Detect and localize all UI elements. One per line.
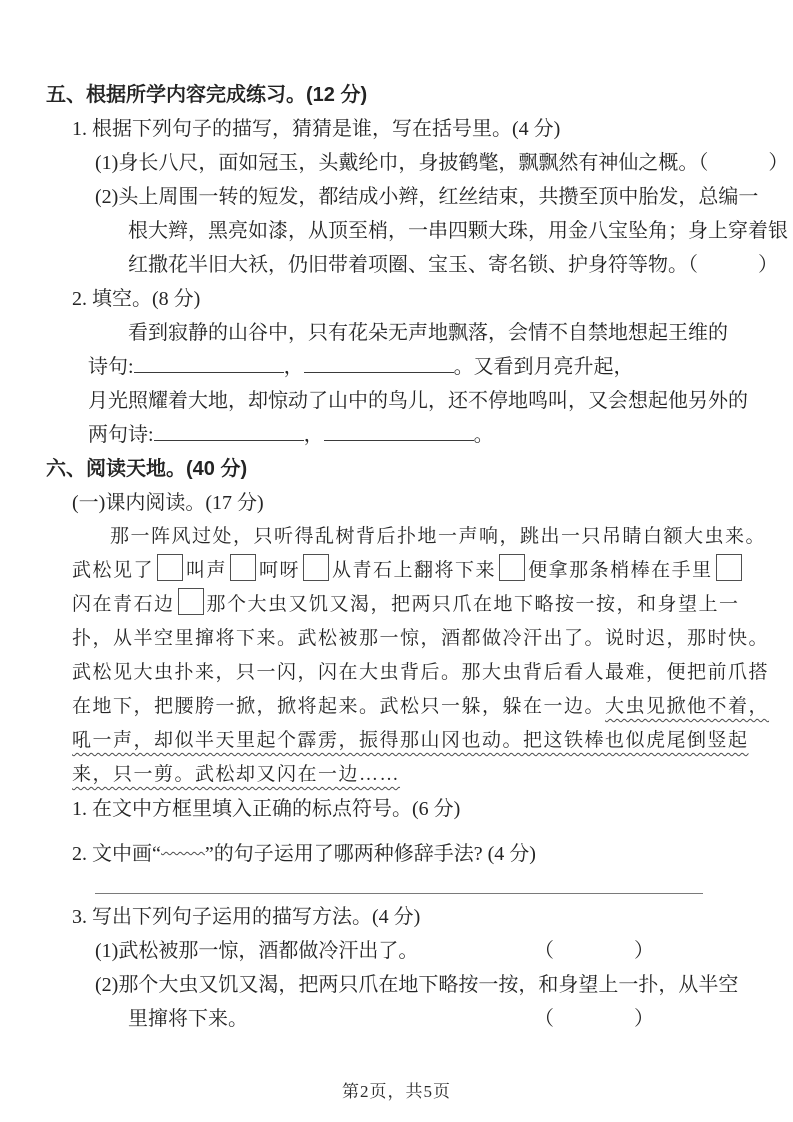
answer-blank	[134, 352, 284, 373]
text-span: ”的句子运用了哪两种修辞手法? (4 分)	[204, 843, 536, 865]
text-span: 大虫见掀他不着，	[605, 696, 770, 717]
s5-q1-label	[72, 112, 749, 146]
text-span: 在地下，把腰胯一掀，掀将起来。武松只一躲，躲在一边。	[72, 696, 606, 717]
text-span: (1)身长八尺，面如冠玉，头戴纶巾，身披鹤氅，飘飘然有神仙之概。（ ）	[95, 152, 789, 174]
s6-q3-item1	[95, 934, 749, 968]
page-number: 第2页，共5页	[342, 1082, 451, 1101]
s6-q2-label	[72, 826, 749, 871]
text-span: ，	[303, 424, 324, 446]
s6-q1-label	[72, 792, 749, 826]
text-span: (2)那个大虫又饥又渴，把两只爪在地下略按一按，和身望上一扑，从半空	[95, 974, 739, 996]
passage-line-4	[72, 622, 770, 656]
text-span: 两句诗:	[88, 424, 154, 446]
text-span: 那个大虫又饥又渴，把两只爪在地下略按一按，和身望上一	[206, 594, 740, 615]
s6-q2-answer-line	[95, 893, 703, 894]
s5-q1-item2-line3	[128, 248, 778, 282]
s5-q2-label	[72, 282, 749, 316]
text-span: 来，只一剪。武松却又闪在一边……	[72, 764, 401, 785]
s6-q3-item2-line2	[128, 1002, 749, 1036]
passage-line-1	[110, 520, 767, 554]
text-span: 从青石上翻将下来	[332, 560, 497, 581]
text-span: 1. 在文中方框里填入正确的标点符号。(6 分)	[72, 798, 461, 820]
punctuation-box	[178, 588, 204, 615]
punctuation-box	[230, 554, 256, 581]
text-span: 呵呀	[259, 560, 301, 581]
text-span: 红撒花半旧大袄，仍旧带着项圈、宝玉、寄名锁、护身符等物。（ ）	[128, 254, 778, 276]
text-span: 五、根据所学内容完成练习。(12 分)	[46, 84, 368, 106]
passage-line-2	[72, 554, 749, 588]
text-span: 2. 文中画“	[72, 843, 161, 865]
s5-q2-line3	[88, 384, 749, 418]
text-span: (1)武松被那一惊，酒都做冷汗出了。	[95, 940, 419, 962]
text-span: 那一阵风过处，只听得乱树背后扑地一声响，跳出一只吊睛白额大虫来。	[110, 526, 767, 547]
passage-line-8	[72, 758, 749, 792]
text-span: 。	[473, 424, 494, 446]
s6-part1-label	[72, 486, 749, 520]
punctuation-box	[716, 554, 742, 581]
passage-line-3	[72, 588, 749, 622]
text-span: 闪在青石边	[72, 594, 175, 615]
text-span: 3. 写出下列句子运用的描写方法。(4 分)	[72, 906, 421, 928]
s6-q3-label	[72, 900, 749, 934]
text-span: (2)头上周围一转的短发，都结成小辫，红丝结束，共攒至顶中胎发，总编一	[95, 186, 759, 208]
text-span: 。又看到月亮升起，	[453, 356, 634, 378]
punctuation-box	[303, 554, 329, 581]
text-span: 1. 根据下列句子的描写，猜猜是谁，写在括号里。(4 分)	[72, 118, 561, 140]
answer-blank	[324, 420, 474, 441]
text-span: (一)课内阅读。(17 分)	[72, 492, 264, 514]
answer-parentheses: （ ）	[534, 1008, 654, 1030]
text-span: 月光照耀着大地，却惊动了山中的鸟儿，还不停地鸣叫，又会想起他另外的	[88, 390, 748, 412]
section5-heading	[46, 78, 749, 112]
text-span: 2. 填空。(8 分)	[72, 288, 201, 310]
answer-blank	[154, 420, 304, 441]
s5-q2-line2	[88, 350, 749, 384]
s5-q1-item2-line1	[95, 180, 759, 214]
wavy-line-sample	[161, 826, 205, 860]
section6-heading	[46, 452, 749, 486]
answer-parentheses: （ ）	[534, 940, 654, 962]
text-span: 里撺将下来。	[128, 1008, 248, 1030]
text-span: 根大辫，黑亮如漆，从顶至梢，一串四颗大珠，用金八宝坠角；身上穿着银	[128, 220, 788, 242]
text-span: 叫声	[186, 560, 228, 581]
passage-line-7	[72, 724, 749, 758]
text-span: 诗句:	[88, 356, 134, 378]
text-span: 吼一声，却似半天里起个霹雳，振得那山冈也动。把这铁棒也似虎尾倒竖起	[72, 730, 749, 751]
s5-q2-line1	[128, 316, 749, 350]
s6-q3-item2-line1	[95, 968, 749, 1002]
text-span: 扑，从半空里撺将下来。武松被那一惊，酒都做冷汗出了。说时迟，那时快。	[72, 628, 770, 649]
s5-q2-line4	[88, 418, 749, 452]
s5-q1-item1	[95, 146, 789, 180]
text-span: 六、阅读天地。(40 分)	[46, 458, 248, 480]
answer-blank	[304, 352, 454, 373]
text-span: ，	[283, 356, 304, 378]
text-span: 看到寂静的山谷中，只有花朵无声地飘落，会情不自禁地想起王维的	[128, 322, 728, 344]
passage-line-6	[72, 690, 770, 724]
text-span: 便拿那条梢棒在手里	[528, 560, 713, 581]
punctuation-box	[499, 554, 525, 581]
passage-line-5	[72, 656, 770, 690]
text-span: 武松见大虫扑来，只一闪，闪在大虫背后。那大虫背后看人最难，便把前爪搭	[72, 662, 770, 683]
s5-q1-item2-line2	[128, 214, 788, 248]
text-span: 武松见了	[72, 560, 155, 581]
punctuation-box	[157, 554, 183, 581]
